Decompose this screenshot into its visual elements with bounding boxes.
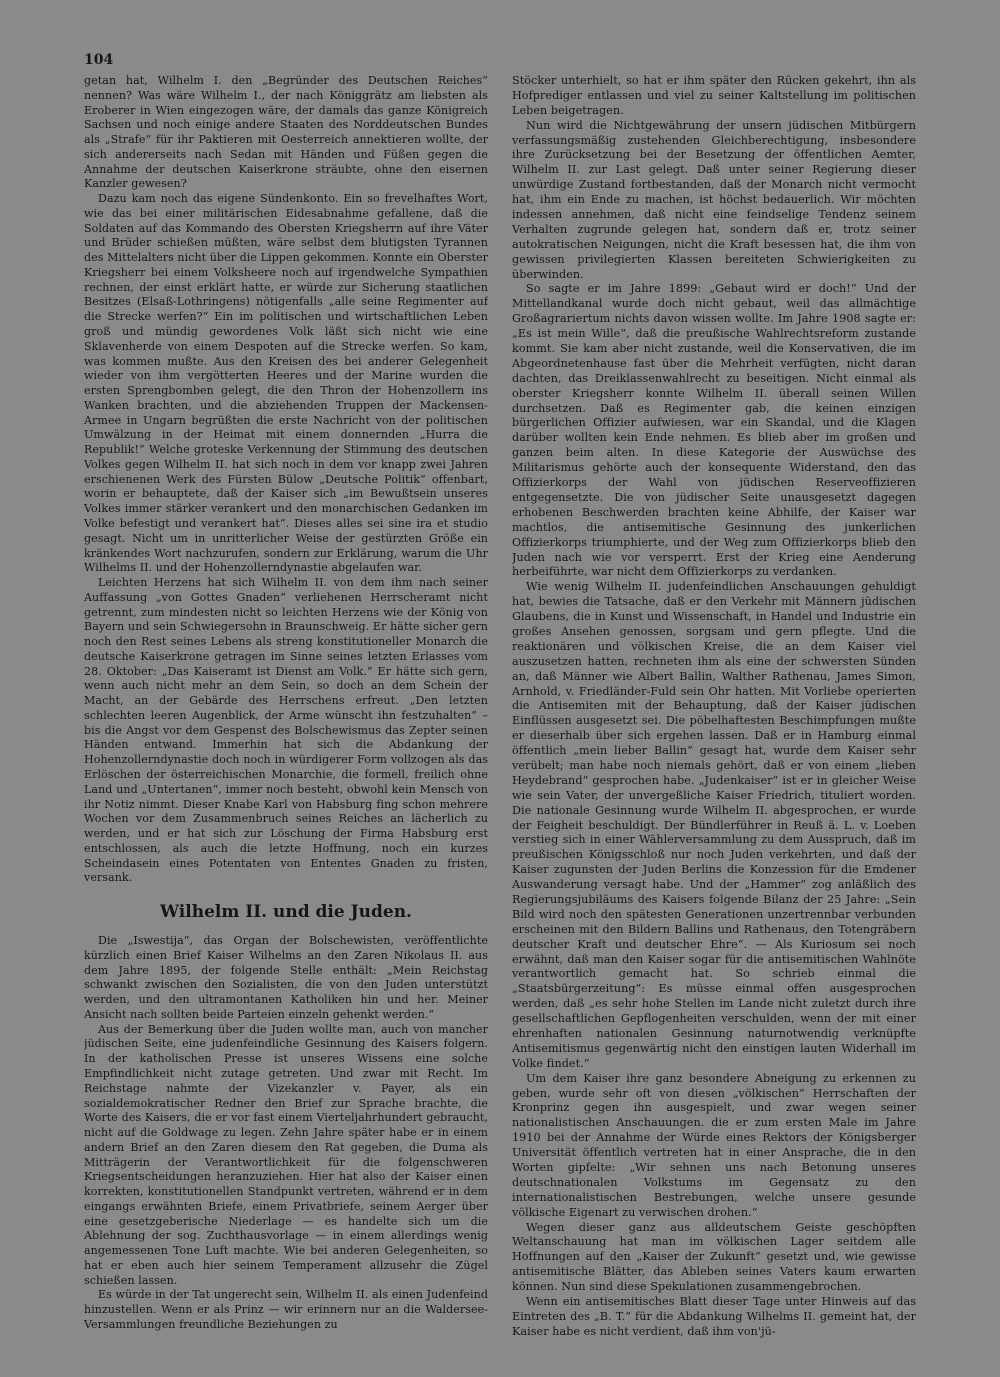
paragraph: Wegen dieser ganz aus alldeutschem Geiste geschöpften Weltanschauung hat man im völkischen Lager seitdem alle Hoffnungen auf den „Kaiser der Zukunft“ gesetzt und, wie gewisse antisemitische Blätter, das Ableben seines Vaters kaum erwarten können. Nun sind diese Spekulationen zusammengebrochen. — [512, 1220, 916, 1294]
paragraph: Wenn ein antisemitisches Blatt dieser Tage unter Hinweis auf das Eintreten des „B. T.“ für die Abdankung Wilhelms II. gemeint hat, der Kaiser habe es nicht verdient, daß ihm von'jü- — [512, 1295, 916, 1338]
page-number: 104 — [84, 52, 114, 68]
section-heading: Wilhelm II. und die Juden. — [160, 902, 412, 923]
paragraph: Leichten Herzens hat sich Wilhelm II. von dem ihm nach seiner Auffassung „von Gottes Gnaden“ verliehenen Herrscheramt nicht getrennt, zum mindesten nicht so leichten Herzens wie der König von Bayern und sein Schwiegersohn in Braunschweig. Er hätte sicher gern noch den Rest seines Lebens als streng konstitutioneller Monarch die deutsche Kaiserkrone getragen im Sinne seines letzten Erlasses vom 28. Oktober: „Das Kaiseramt ist Dienst am Volk.“ Er hätte sich gern, wenn auch nicht mehr an dem Sein, so doch an dem Schein der Macht, an der Gebärde des Herrschens erfreut. „Den letzten schlechten leeren Augenblick, der Arme wünscht ihn festzuhalten“ – bis die Angst vor dem Gespenst des Bolschewismus das Zepter seinen Händen entwand. Immerhin hat sich die Abdankung der Hohenzollerndynastie doch noch in würdigerer Form vollzogen als das Erlöschen der österreichischen Monarchie, die formell, freilich ohne Land und „Untertanen“, immer noch besteht, obwohl kein Mensch von ihr Notiz nimmt. Dieser Knabe Karl von Habsburg fing schon mehrere Wochen vor dem Zusammenbruch seines Reiches an lächerlich zu werden, und er hat sich zur Löschung der Firma Habsburg erst entschlossen, als auch die letzte Hoffnung, noch ein kurzes Scheindasein eines Potentaten von Ententes Gnaden zu fristen, versank. — [84, 576, 488, 885]
article-columns — [84, 74, 916, 1344]
paragraph: Wie wenig Wilhelm II. judenfeindlichen Anschauungen gehuldigt hat, bewies die Tatsache, daß er den Verkehr mit Männern jüdischen Glaubens, die in Kunst und Wissenschaft, in Handel und Industrie ein großes Ansehen genossen, sorgsam und gern pflegte. Und die reaktionären und völkischen Kreise, die an dem Kaiser viel auszusetzen hatten, rechneten ihm als eine der schwersten Sünden an, daß Männer wie Albert Ballin, Walther Rathenau, James Simon, Arnhold, v. Friedländer-Fuld sein Ohr hatten. Mit Vorliebe operierten die Antisemiten mit der Behauptung, daß der Kaiser jüdischen Einflüssen ausgesetzt sei. Die pöbelhaftesten Beschimpfungen mußte er dieserhalb über sich ergehen lassen. Daß er in Hamburg einmal öffentlich „mein lieber Ballin“ gesagt hat, wurde dem Kaiser sehr verübelt; man habe noch niemals gehört, daß er von einem „lieben Heydebrand“ gesprochen habe. „Judenkaiser“ ist er in gleicher Weise wie sein Vater, der unvergeßliche Kaiser Friedrich, tituliert worden. Die nationale Gesinnung wurde Wilhelm II. abgesprochen, er wurde der Feigheit beschuldigt. Der Bündlerführer in Reuß ä. L. v. Loeben verstieg sich in einer Wählerversammlung zu dem Ausspruch, daß im preußischen Königsschloß nur noch Juden verkehrten, und daß der Kaiser zugunsten der Juden Berlins die Konzession für die Emdener Auswanderung versagt habe. Und der „Hammer“ zog anläßlich des Regierungsjubiläums des Kaisers folgende Bilanz der 25 Jahre: „Sein Bild wird noch den spätesten Generationen unzertrennbar verbunden erscheinen mit den Bildern Ballins und Rathenaus, den Totengräbern deutscher Kraft und deutscher Ehre“. — Als Kuriosum sei noch erwähnt, daß man den Kaiser sogar für die antisemitischen Wahlnöte verantwortlich gemacht hat. So schrieb einmal die „Staatsbürgerzeitung“: Es müsse einmal offen ausgesprochen werden, daß „es sehr hohe Stellen im Lande nicht zuletzt durch ihre gesellschaftlichen Gepflogenheiten verschulden, wenn der mit einer ehrenhaften nationalen Gesinnung naturnotwendig verknüpfte Antisemitismus gegenwärtig nicht den einstigen lauten Widerhall im Volke findet.“ — [512, 580, 916, 1070]
left-column — [84, 74, 488, 1344]
paragraph: Stöcker unterhielt, so hat er ihm später den Rücken gekehrt, ihn als Hofprediger entlassen und viel zu seiner Kaltstellung im politischen Leben beigetragen. — [512, 74, 916, 117]
right-column — [512, 74, 916, 1344]
paragraph: So sagte er im Jahre 1899: „Gebaut wird er doch!“ Und der Mittellandkanal wurde doch nicht gebaut, weil das allmächtige Großagrariertum nichts davon wissen wollte. Im Jahre 1908 sagte er: „Es ist mein Wille“, daß die preußische Wahlrechtsreform zustande kommt. Sie kam aber nicht zustande, weil die Konservativen, die im Abgeordnetenhause fast über die Mehrheit verfügten, nicht daran dachten, das Dreiklassenwahlrecht zu beseitigen. Nicht einmal als oberster Kriegsherr konnte Wilhelm II. überall seinen Willen durchsetzen. Daß es Regimenter gab, die keinen einzigen bürgerlichen Offizier aufwiesen, war ein Skandal, und die Klagen darüber wollten kein Ende nehmen. Es blieb aber im großen und ganzen beim alten. In diese Kategorie der Auswüchse des Militarismus gehörte auch der konsequente Widerstand, den das Offizierkorps der Wahl von jüdischen Reserveoffizieren entgegensetzte. Die von jüdischer Seite unausgesetzt dagegen erhobenen Beschwerden brachten keine Abhilfe, der Kaiser war machtlos, die antisemitische Gesinnung des junkerlichen Offizierkorps triumphierte, und der Weg zum Offizierkorps blieb den Juden nach wie vor versperrt. Erst der Krieg eine Aenderung herbeiführte, war nicht dem Offizierkorps zu verdanken. — [512, 282, 916, 579]
paragraph: Dazu kam noch das eigene Sündenkonto. Ein so frevelhaftes Wort, wie das bei einer militärischen Eidesabnahme gefallene, daß die Soldaten auf das Kommando des Obersten Kriegsherrn auf ihre Väter und Brüder schießen müßten, wäre selbst dem blutigsten Tyrannen des Mittelalters nicht über die Lippen gekommen. Konnte ein Oberster Kriegsherr bei einem Volksheere noch auf irgendwelche Sympathien rechnen, der einst erklärt hatte, er würde zur Sicherung staatlichen Besitzes (Elsaß-Lothringens) nötigenfalls „alle seine Regimenter auf die Strecke werfen?“ Ein im politischen und wirtschaftlichen Leben groß und mündig gewordenes Volk läßt sich nicht wie eine Sklavenherde von einem Despoten auf die Strecke werfen. So kam, was kommen mußte. Aus den Kreisen des bei anderer Gelegenheit wieder von ihm vergötterten Heeres und der Marine wurden die ersten Sprengbomben gelegt, die den Thron der Hohenzollern ins Wanken brachten, und die abziehenden Truppen der Mackensen-Armee in Ungarn begrüßten die erste Nachricht von der politischen Umwälzung in der Heimat mit einem donnernden „Hurra die Republik!“ Welche groteske Verkennung der Stimmung des deutschen Volkes gegen Wilhelm II. hat sich noch in dem vor knapp zwei Jahren erschienenen Werk des Fürsten Bülow „Deutsche Politik“ offenbart, worin er behauptete, daß der Kaiser sich „im Bewußtsein unseres Volkes immer stärker verankert und den monarchischen Gedanken im Volke befestigt und verankert hat“. Dieses alles sei sine ira et studio gesagt. Nicht um in unritterlicher Weise der gestürzten Größe ein kränkendes Wort nachzurufen, sondern zur Erklärung, warum die Uhr Wilhelms II. und der Hohenzollerndynastie abgelaufen war. — [84, 192, 488, 575]
paragraph: Nun wird die Nichtgewährung der unsern jüdischen Mitbürgern verfassungsmäßig zustehenden Gleichberechtigung, insbesondere ihre Zurücksetzung bei der Besetzung der öffentlichen Aemter, Wilhelm II. zur Last gelegt. Daß unter seiner Regierung dieser unwürdige Zustand fortbestanden, daß der Monarch nicht vermocht hat, ihm ein Ende zu machen, ist höchst bedauerlich. Wir möchten indessen annehmen, daß nicht eine feindselige Tendenz seinem Verhalten zugrunde gelegen hat, sondern daß er, trotz seiner autokratischen Neigungen, nicht die Kraft besessen hat, die ihm von gewissen privilegierten Klassen bereiteten Schwierigkeiten zu überwinden. — [512, 118, 916, 281]
paragraph: Es würde in der Tat ungerecht sein, Wilhelm II. als einen Judenfeind hinzustellen. Wenn er als Prinz — wir erinnern nur an die Waldersee-Versammlungen freundliche Beziehungen zu — [84, 1288, 488, 1332]
paragraph: getan hat, Wilhelm I. den „Begründer des Deutschen Reiches“ nennen? Was wäre Wilhelm I., der nach Königgrätz am liebsten als Eroberer in Wien eingezogen wäre, der damals das ganze Königreich Sachsen und noch einige andere Staaten des Norddeutschen Bundes als „Strafe“ für ihr Paktieren mit Oesterreich annektieren wollte, der sich andererseits nach Sedan mit Händen und Füßen gegen die Annahme der deutschen Kaiserkrone sträubte, ohne den eisernen Kanzler gewesen? — [84, 74, 488, 191]
paragraph: Die „Iswestija“, das Organ der Bolschewisten, veröffentlichte kürzlich einen Brief Kaiser Wilhelms an den Zaren Nikolaus II. aus dem Jahre 1895, der folgende Stelle enthält: „Mein Reichstag schwankt zwischen den Sozialisten, die von den Juden unterstützt werden, und den ultramontanen Katholiken hin und her. Meiner Ansicht nach sollten beide Parteien einzeln gehenkt werden.“ — [84, 934, 488, 1021]
paragraph: Aus der Bemerkung über die Juden wollte man, auch von mancher jüdischen Seite, eine judenfeindliche Gesinnung des Kaisers folgern. In der katholischen Presse ist unseres Wissens eine solche Empfindlichkeit nicht zutage getreten. Und zwar mit Recht. Im Reichstage nahmte der Vizekanzler v. Payer, als ein sozialdemokratischer Redner den Brief zur Sprache brachte, die Worte des Kaisers, die er vor fast einem Vierteljahrhundert gebraucht, nicht auf die Goldwage zu legen. Zehn Jahre später habe er in einem andern Brief an den Zaren diesem den Rat gegeben, die Duma als Mitträgerin der Verantwortlichkeit für die folgenschweren Kriegsentscheidungen heranzuziehen. Hier hat also der Kaiser einen korrekten, konstitutionellen Standpunkt vertreten, während er in dem eingangs erwähnten Briefe, einem Privatbriefe, seinem Aerger über eine gesetzgeberische Niederlage — es handelte sich um die Ablehnung der sog. Zuchthausvorlage — in einem allerdings wenig angemessenen Tone Luft machte. Wie bei anderen Gelegenheiten, so hat er eben auch hier seinem Temperament allzusehr die Zügel schießen lassen. — [84, 1022, 488, 1287]
paragraph: Um dem Kaiser ihre ganz besondere Abneigung zu erkennen zu geben, wurde sehr oft von diesen „völkischen“ Herrschaften der Kronprinz gegen ihn ausgespielt, und zwar wegen seiner nationalistischen Anschauungen. die er zum ersten Male im Jahre 1910 bei der Annahme der Würde eines Rektors der Königsberger Universität öffentlich vertreten hat in einer Ansprache, die in den Worten gipfelte: „Wir sehnen uns nach Betonung unseres deutschnationalen Volkstums im Gegensatz zu den internationalistischen Bestrebungen, welche unsere gesunde völkische Eigenart zu verwischen drohen.“ — [512, 1071, 916, 1219]
